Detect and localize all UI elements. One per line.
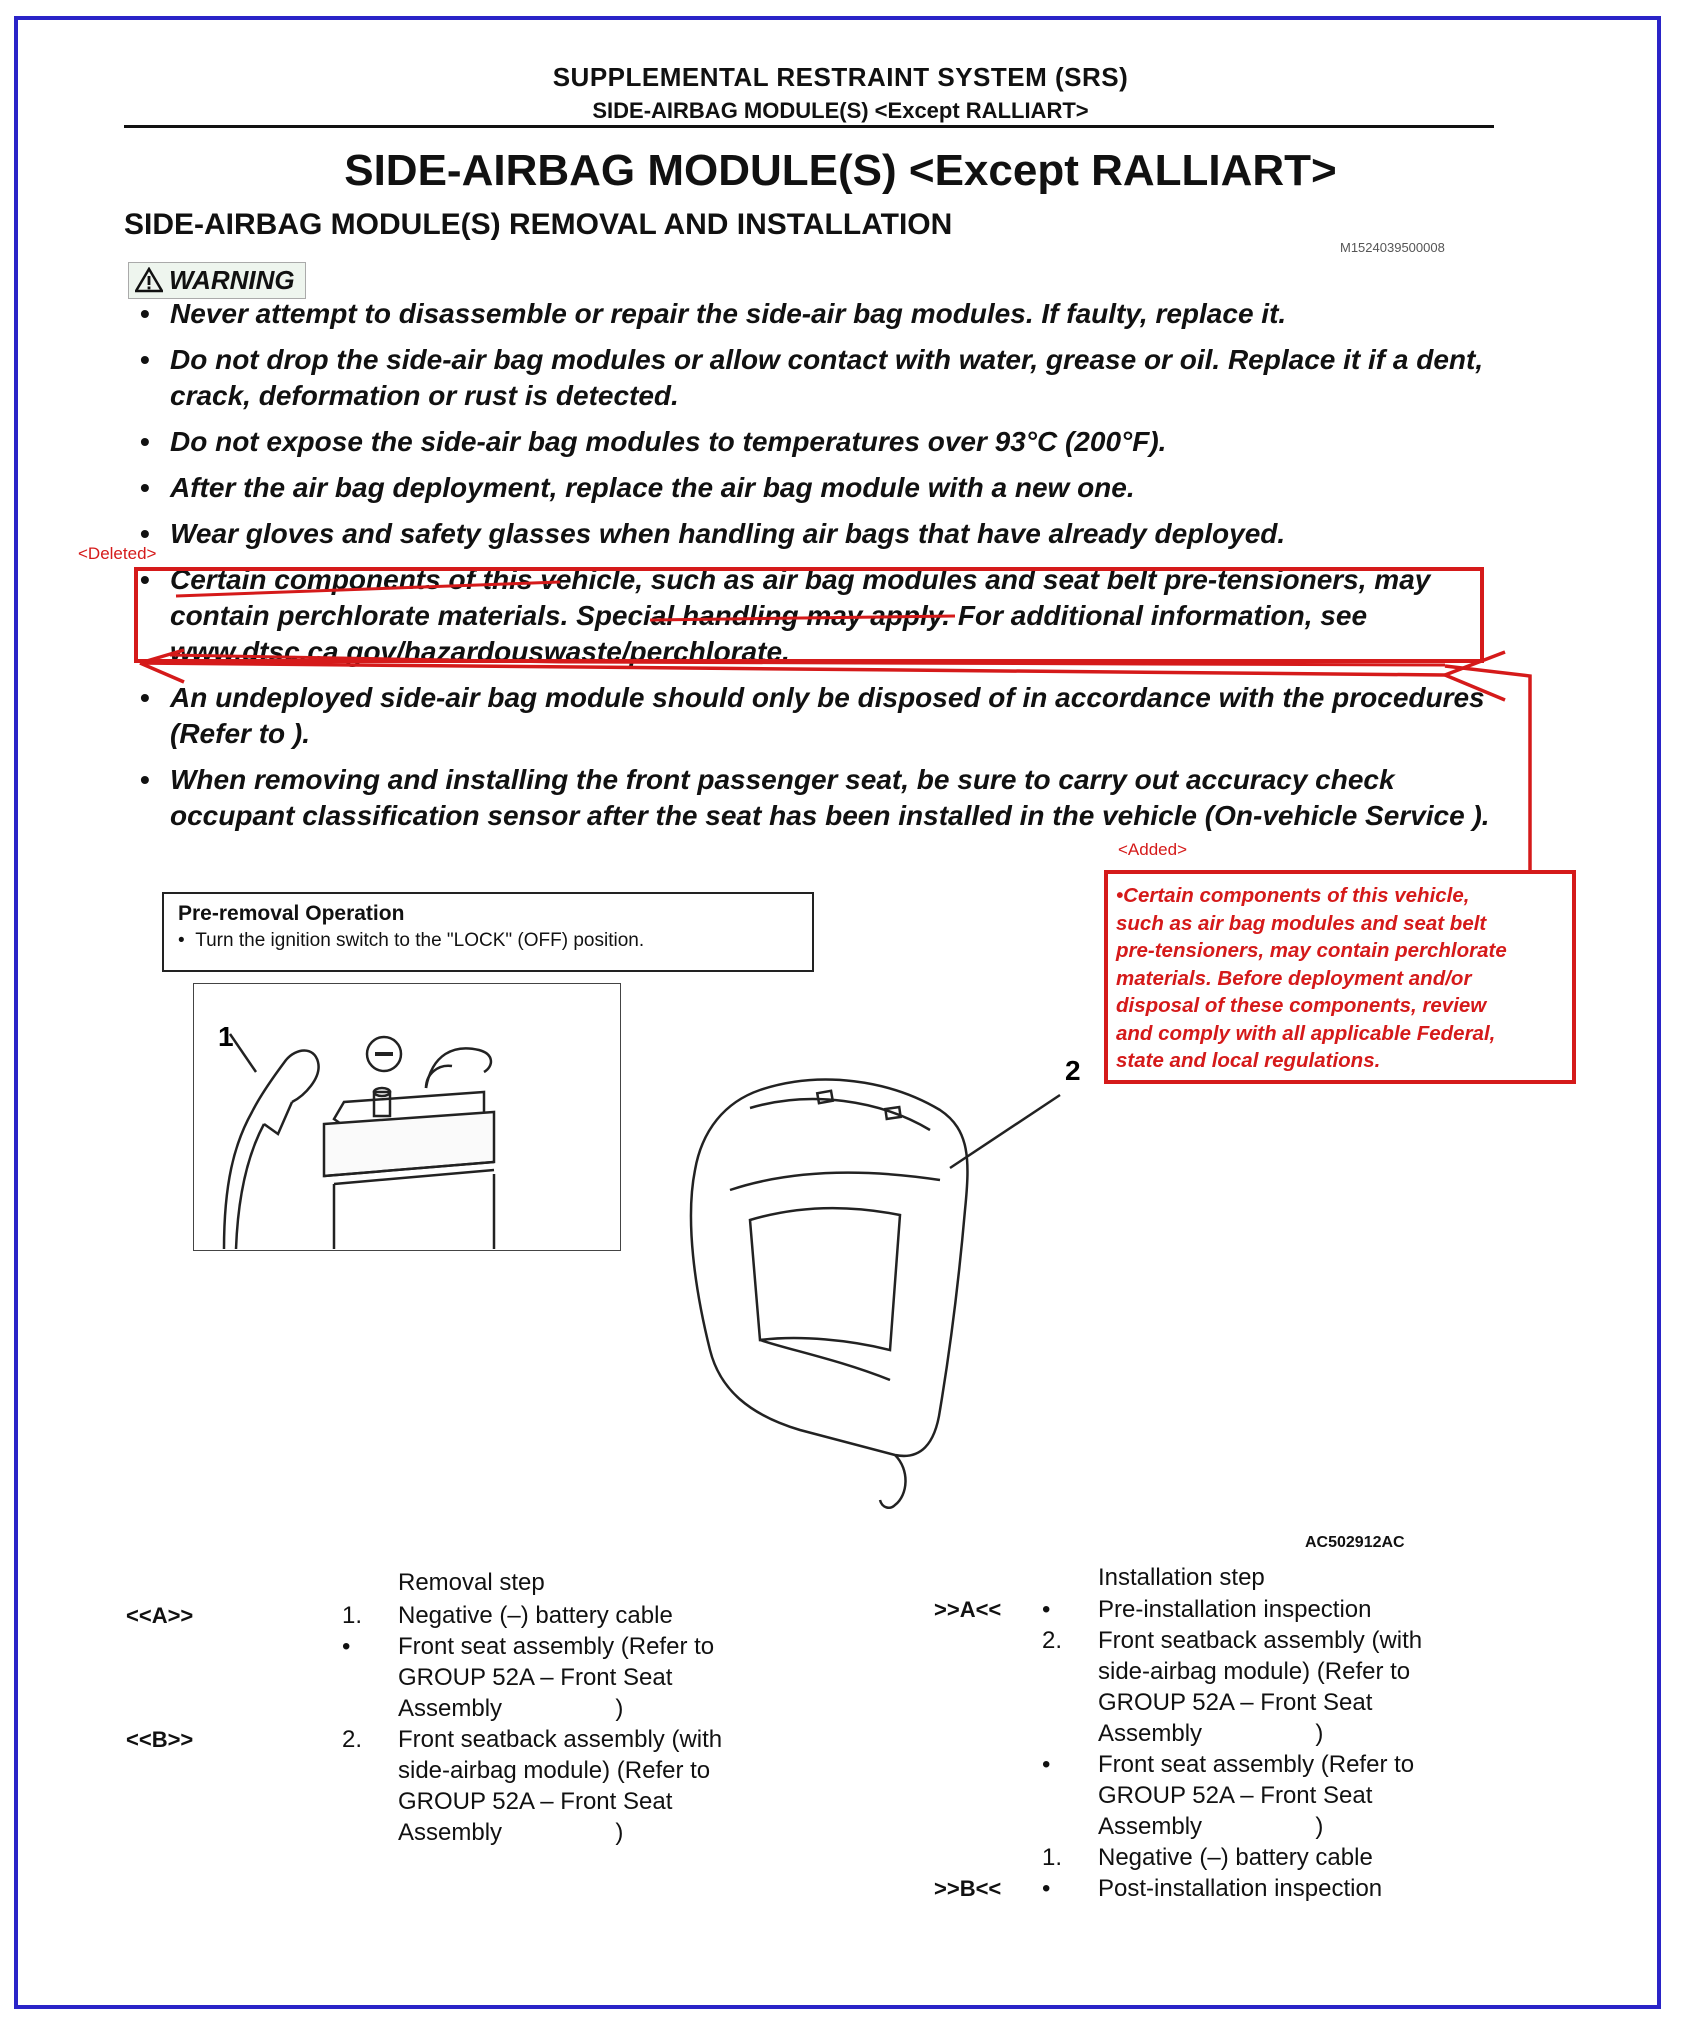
removal-step-num: 1. xyxy=(342,1602,363,1629)
arrow-connector xyxy=(140,650,1530,872)
installation-step-num: 1. xyxy=(1042,1844,1063,1871)
removal-heading: Removal step xyxy=(398,1569,545,1596)
installation-step-text: GROUP 52A – Front Seat xyxy=(1098,1782,1373,1809)
installation-step-bullet: • xyxy=(1042,1875,1051,1902)
installation-step-text: Negative (–) battery cable xyxy=(1098,1844,1373,1871)
installation-step-num: 2. xyxy=(1042,1627,1063,1654)
installation-step-text: Assembly ) xyxy=(1098,1813,1324,1840)
warning-item-deleted: • Certain components of this vehicle, such as air bag modules and seat belt pre-tensioners, may contain perchlorate materials. Special handling may apply. For additional information, see www.dtsc.ca.gov/hazardouswaste/perchlorate. xyxy=(140,562,1500,670)
strike-through-lines xyxy=(170,582,1445,665)
added-line: such as air bag modules and seat belt xyxy=(1116,911,1487,935)
battery-drawing xyxy=(194,984,619,1249)
page-title: SIDE-AIRBAG MODULE(S) <Except RALLIART> xyxy=(344,146,1337,195)
removal-step-num: 2. xyxy=(342,1726,363,1753)
removal-step-text: Negative (–) battery cable xyxy=(398,1602,673,1629)
removal-step-bullet: • xyxy=(342,1633,351,1660)
warning-item: • When removing and installing the front passenger seat, be sure to carry out accuracy check occupant classification sensor after the seat has been installed in the vehicle (On-vehicle Service ). xyxy=(140,762,1500,834)
removal-step-text: GROUP 52A – Front Seat xyxy=(398,1788,673,1815)
removal-step-text: Assembly ) xyxy=(398,1695,624,1722)
seatback-illustration xyxy=(640,1050,1100,1520)
installation-step-text: side-airbag module) (Refer to xyxy=(1098,1658,1411,1685)
removal-step-text: Front seat assembly (Refer to xyxy=(398,1633,715,1660)
installation-step-text: Pre-installation inspection xyxy=(1098,1596,1372,1623)
installation-step-text: Front seatback assembly (with xyxy=(1098,1627,1423,1654)
warning-item: • After the air bag deployment, replace the air bag module with a new one. xyxy=(140,470,1500,506)
header-system: SUPPLEMENTAL RESTRAINT SYSTEM (SRS) xyxy=(552,62,1129,92)
removal-step-text: Assembly ) xyxy=(398,1819,624,1846)
pre-removal-box xyxy=(162,892,814,972)
warning-item: • Wear gloves and safety glasses when handling air bags that have already deployed. xyxy=(140,516,1500,552)
installation-step-text: GROUP 52A – Front Seat xyxy=(1098,1689,1373,1716)
added-line: •Certain components of this vehicle, xyxy=(1116,884,1470,907)
removal-step-text: GROUP 52A – Front Seat xyxy=(398,1664,673,1691)
removal-step-text: Front seatback assembly (with xyxy=(398,1726,723,1753)
warning-item: • Do not expose the side-air bag modules to temperatures over 93°C (200°F). xyxy=(140,424,1500,460)
removal-label-B: <<B>> xyxy=(126,1727,194,1752)
callout-1: 1 xyxy=(218,1021,234,1052)
installation-step-text: Post-installation inspection xyxy=(1098,1875,1383,1902)
added-tag: <Added> xyxy=(1118,840,1188,859)
battery-illustration xyxy=(193,983,621,1251)
warning-label-text: WARNING xyxy=(169,265,295,295)
installation-step-text: Front seat assembly (Refer to xyxy=(1098,1751,1415,1778)
deleted-tag: <Deleted> xyxy=(78,544,157,563)
header-subsystem: SIDE-AIRBAG MODULE(S) <Except RALLIART> xyxy=(592,98,1089,123)
callout-2: 2 xyxy=(1065,1055,1081,1086)
warning-item: • Never attempt to disassemble or repair the side-air bag modules. If faulty, replace it. xyxy=(140,296,1500,332)
installation-label-B: >>B<< xyxy=(934,1876,1002,1901)
warning-item: • An undeployed side-air bag module should only be disposed of in accordance with the procedures (Refer to ). xyxy=(140,680,1500,752)
removal-step-text: side-airbag module) (Refer to xyxy=(398,1757,711,1784)
added-line: pre-tensioners, may contain perchlorate xyxy=(1116,939,1507,962)
added-box xyxy=(1104,870,1576,1084)
removal-label-A: <<A>> xyxy=(126,1603,194,1628)
warning-item: • Do not drop the side-air bag modules or allow contact with water, grease or oil. Replace it if a dent, crack, deformation or rust is detected. xyxy=(140,342,1500,414)
installation-step-bullet: • xyxy=(1042,1751,1051,1778)
added-line: and comply with all applicable Federal, xyxy=(1116,1021,1496,1045)
added-line: disposal of these components, review xyxy=(1116,994,1487,1017)
figure-id: AC502912AC xyxy=(1305,1534,1405,1551)
installation-heading: Installation step xyxy=(1098,1564,1265,1591)
pre-removal-item: • Turn the ignition switch to the "LOCK" (OFF) position. xyxy=(178,930,645,951)
installation-step-text: Assembly ) xyxy=(1098,1720,1324,1747)
installation-label-A: >>A<< xyxy=(934,1597,1002,1622)
pre-removal-item-text: Turn the ignition switch to the "LOCK" (OFF) position. xyxy=(195,930,645,951)
installation-step-bullet: • xyxy=(1042,1596,1051,1623)
added-line: state and local regulations. xyxy=(1116,1049,1381,1072)
document-id: M1524039500008 xyxy=(1340,240,1445,255)
pre-removal-title: Pre-removal Operation xyxy=(178,902,405,925)
added-line: materials. Before deployment and/or xyxy=(1116,966,1472,990)
section-subtitle: SIDE-AIRBAG MODULE(S) REMOVAL AND INSTALLATION xyxy=(124,208,953,241)
